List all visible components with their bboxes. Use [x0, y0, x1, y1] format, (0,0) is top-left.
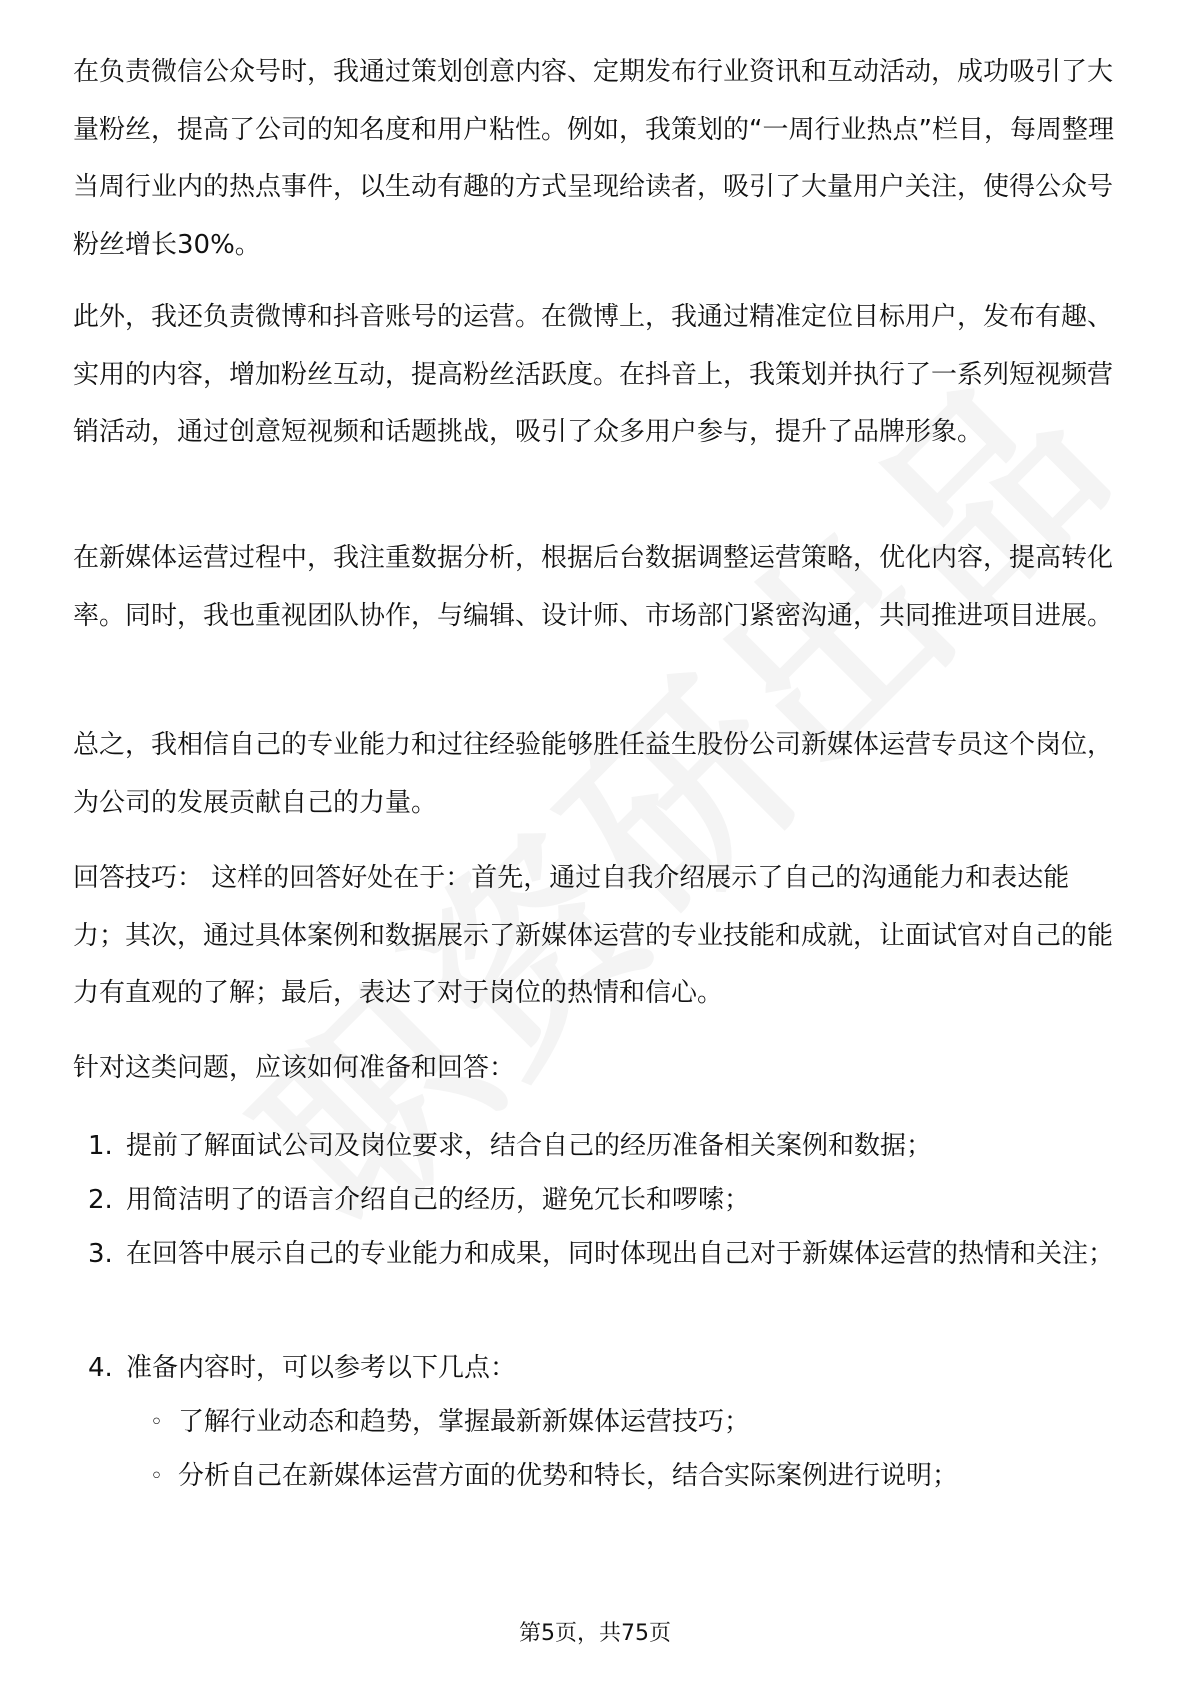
hollow-bullet-icon: ◦: [150, 1410, 163, 1435]
paragraph-wechat: 在负责微信公众号时，我通过策划创意内容、定期发布行业资讯和互动活动，成功吸引了大量粉丝，提高了公司的知名度和用户粘性。例如，我策划的“一周行业热点”栏目，每周整理当周行业内的热点事件，以生动有趣的方式呈现给读者，吸引了大量用户关注，使得公众号粉丝增长30%。: [73, 57, 1114, 260]
list-text: 准备内容时，可以参考以下几点：: [126, 1353, 517, 1383]
paragraph-conclusion: 总之，我相信自己的专业能力和过往经验能够胜任益生股份公司新媒体运营专员这个岗位，为公司的发展贡献自己的力量。: [73, 730, 1114, 818]
sub-list-text: 分析自己在新媒体运营方面的优势和特长，结合实际案例进行说明；: [178, 1461, 959, 1491]
list-item: [88, 1340, 1118, 1398]
list-item: [88, 1172, 1118, 1230]
hollow-bullet-icon: ◦: [150, 1464, 163, 1489]
list-number: 3.: [88, 1239, 113, 1269]
sub-list-item: [150, 1448, 1110, 1506]
page-number: 第5页，共75页: [519, 1621, 671, 1646]
list-number: 4.: [88, 1353, 113, 1383]
list-number: 2.: [88, 1185, 113, 1215]
paragraph-how-to-prepare: 针对这类问题，应该如何准备和回答：: [73, 1053, 516, 1083]
paragraph-answer-tips: 回答技巧： 这样的回答好处在于：首先，通过自我介绍展示了自己的沟通能力和表达能力；其次，通过具体案例和数据展示了新媒体运营的专业技能和成就，让面试官对自己的能力有直观的了解；最后，表达了对于岗位的热情和信心。: [73, 863, 1114, 1008]
list-text: 提前了解面试公司及岗位要求，结合自己的经历准备相关案例和数据；: [126, 1131, 933, 1161]
list-text: 用简洁明了的语言介绍自己的经历，避免冗长和啰嗦；: [126, 1185, 751, 1215]
list-text: 在回答中展示自己的专业能力和成果，同时体现出自己对于新媒体运营的热情和关注；: [126, 1239, 1115, 1269]
list-number: 1.: [88, 1131, 113, 1161]
sub-list-text: 了解行业动态和趋势，掌握最新新媒体运营技巧；: [178, 1407, 751, 1437]
paragraph-weibo-douyin: 此外，我还负责微博和抖音账号的运营。在微博上，我通过精准定位目标用户，发布有趣、实用的内容，增加粉丝互动，提高粉丝活跃度。在抖音上，我策划并执行了一系列短视频营销活动，通过创意短视频和话题挑战，吸引了众多用户参与，提升了品牌形象。: [73, 302, 1114, 447]
list-item: [88, 1118, 1118, 1176]
list-item: [88, 1226, 1118, 1284]
sub-list-item: [150, 1394, 1110, 1452]
paragraph-data-analysis: 在新媒体运营过程中，我注重数据分析，根据后台数据调整运营策略，优化内容，提高转化率。同时，我也重视团队协作，与编辑、设计师、市场部门紧密沟通，共同推进项目进展。: [73, 543, 1114, 631]
